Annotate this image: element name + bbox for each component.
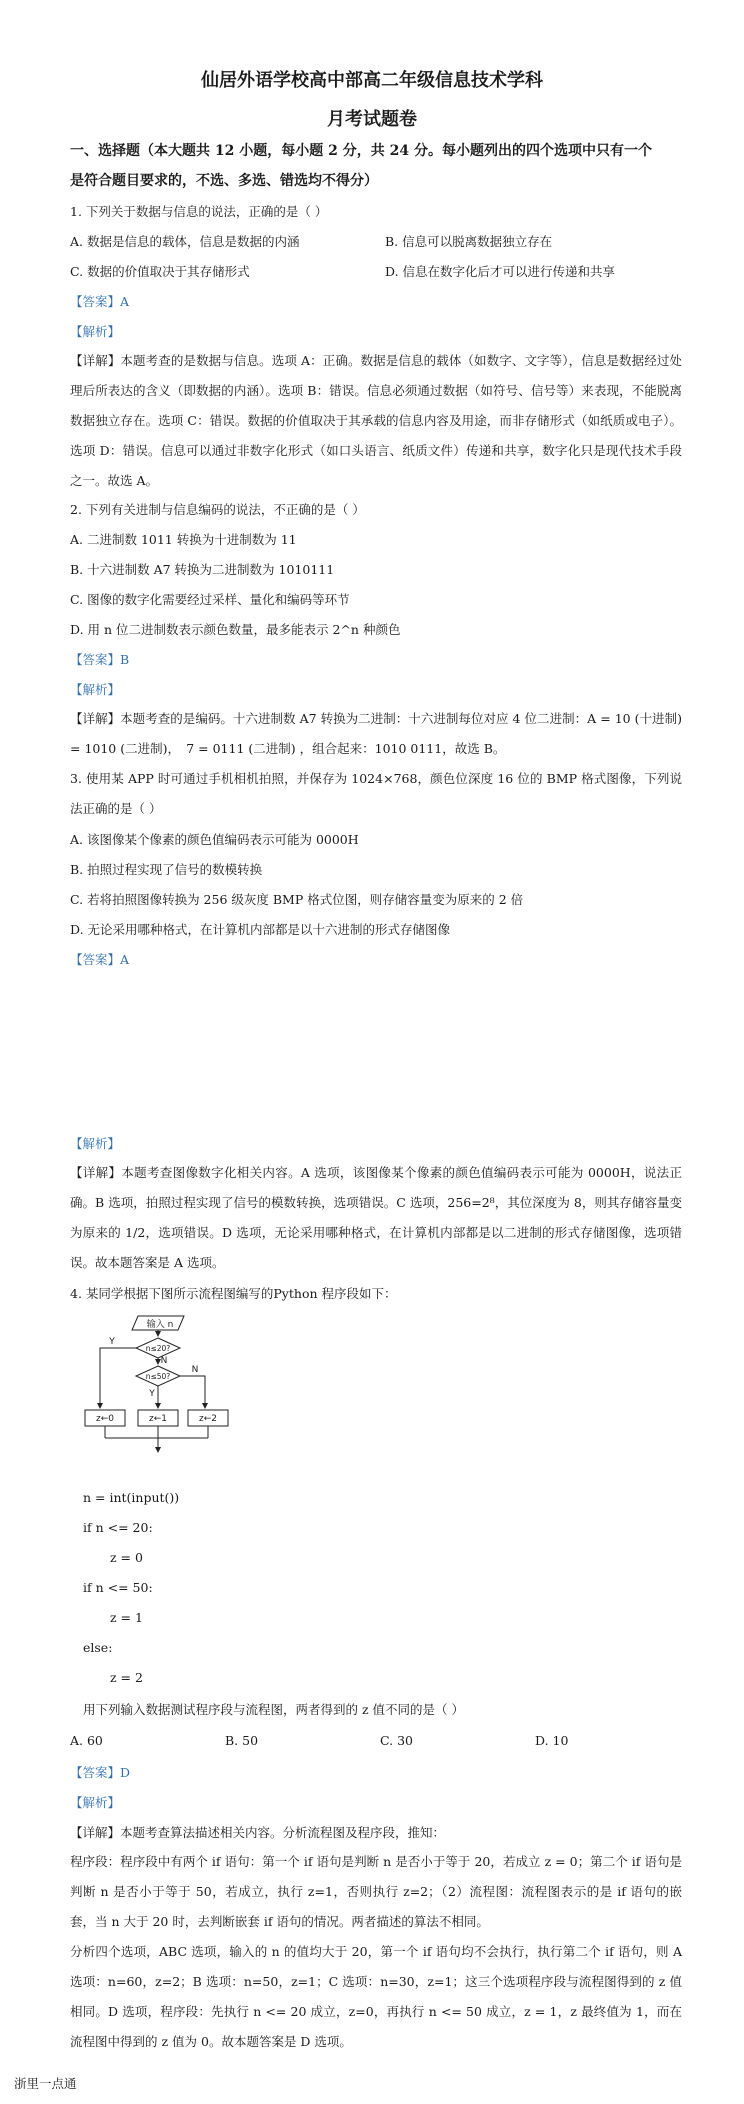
page-title: 仙居外语学校高中部高二年级信息技术学科 [201,70,543,91]
q3-stem: 3. 使用某 APP 时可通过手机相机拍照，并保存为 1024×768，颜色位深度 16 位的 BMP 格式图像，下列说法正确的是（ ） [70,771,682,816]
q1-answer: 【答案】A [70,294,130,309]
q3-option-c: C. 若将拍照图像转换为 256 级灰度 BMP 格式位图，则存储容量变为原来的 2 倍 [70,892,524,907]
code-line-7: z = 2 [110,1670,143,1685]
q2-answer: 【答案】B [70,652,130,667]
code-line-6: else: [83,1640,113,1655]
flowchart-box0-label: z←0 [96,1414,114,1424]
q1-option-b: B. 信息可以脱离数据独立存在 [385,234,553,249]
footer-brand: 浙里一点通 [14,2076,77,2091]
q4-prompt: 用下列输入数据测试程序段与流程图，两者得到的 z 值不同的是（ ） [83,1702,465,1717]
q1-stem: 1. 下列关于数据与信息的说法，正确的是（ ） [70,204,328,219]
q2-option-b: B. 十六进制数 A7 转换为二进制数为 1010111 [70,562,335,577]
q4-detail-intro: 【详解】本题考查算法描述相关内容。分析流程图及程序段，推知： [70,1825,446,1840]
q2-option-d: D. 用 n 位二进制数表示颜色数量，最多能表示 2^n 种颜色 [70,622,401,637]
q4-option-d: D. 10 [535,1733,569,1748]
q3-analysis-label: 【解析】 [70,1136,121,1151]
flowchart [80,1308,270,1468]
section-heading-line1: 一、选择题（本大题共 12 小题，每小题 2 分，共 24 分。每小题列出的四个选项中只有一个 [70,143,652,159]
code-line-2: if n <= 20: [83,1520,153,1535]
q3-answer: 【答案】A [70,952,130,967]
q3-option-b: B. 拍照过程实现了信号的数模转换 [70,862,263,877]
q3-option-a: A. 该图像某个像素的颜色值编码表示可能为 0000H [70,832,359,847]
q2-option-c: C. 图像的数字化需要经过采样、量化和编码等环节 [70,592,350,607]
q1-option-a: A. 数据是信息的载体，信息是数据的内涵 [70,234,300,249]
code-line-5: z = 1 [110,1610,143,1625]
q3-detail: 【详解】本题考查图像数字化相关内容。A 选项，该图像某个像素的颜色值编码表示可能为 0000H，说法正确。B 选项，拍照过程实现了信号的模数转换，选项错误。C 选项，256=2⁸，其位深度为 8，则其存储容量变为原来的 1/2，选项错误。D 选项，无论采用哪种格式，在计算机内部都是以二进制的形式存储图像，选项错误。故本题答案是 A 选项。 [70,1165,682,1270]
q2-analysis-label: 【解析】 [70,682,121,697]
code-line-1: n = int(input()) [83,1490,180,1505]
q4-detail-options: 分析四个选项，ABC 选项，输入的 n 的值均大于 20，第一个 if 语句均不会执行，执行第二个 if 语句，则 A 选项：n=60，z=2；B 选项：n=50，z=1；C 选项：n=30，z=1；这三个选项程序段与流程图得到的 z 值相同。D 选项，程序段：先执行 n <= 20 成立，z=0，再执行 n <= 50 成立，z = 1，z 最终值为 1，而在流程图中得到的 z 值为 0。故本题答案是 D 选项。 [70,1944,682,2049]
q4-stem: 4. 某同学根据下图所示流程图编写的Python 程序段如下： [70,1286,397,1301]
q2-stem: 2. 下列有关进制与信息编码的说法，不正确的是（ ） [70,502,365,517]
flowchart-box1-label: z←1 [149,1414,167,1424]
flowchart-cond1-no-label: N [160,1356,168,1366]
q4-option-a: A. 60 [70,1733,103,1748]
q4-option-b: B. 50 [225,1733,259,1748]
q1-option-d: D. 信息在数字化后才可以进行传递和共享 [385,264,616,279]
section-heading-line2: 是符合题目要求的，不选、多选、错选均不得分） [70,173,378,189]
q1-option-c: C. 数据的价值取决于其存储形式 [70,264,250,279]
code-line-3: z = 0 [110,1550,143,1565]
q4-detail-program: 程序段：程序段中有两个 if 语句：第一个 if 语句是判断 n 是否小于等于 20，若成立 z = 0；第二个 if 语句是判断 n 是否小于等于 50，若成立，执行 z=1，否则执行 z=2；（2）流程图：流程图表示的是 if 语句的嵌套，当 n 大于 20 时，去判断嵌套 if 语句的情况。两者描述的算法不相同。 [70,1854,682,1929]
code-line-4: if n <= 50: [83,1580,153,1595]
page-subtitle: 月考试题卷 [327,109,417,130]
q4-analysis-label: 【解析】 [70,1795,121,1810]
flowchart-cond2-no-label: N [191,1365,199,1375]
q1-detail: 【详解】本题考查的是数据与信息。选项 A：正确。数据是信息的载体（如数字、文字等），信息是数据经过处理后所表达的含义（即数据的内涵）。选项 B：错误。信息必须通过数据（如符号、信号等）来表现，不能脱离数据独立存在。选项 C：错误。数据的价值取决于其承载的信息内容及用途，而非存储形式（如纸质或电子）。选项 D：错误。信息可以通过非数字化形式（如口头语言、纸质文件）传递和共享，数字化只是现代技术手段之一。故选 A。 [70,353,682,488]
flowchart-cond2-label: n≤50? [145,1372,171,1381]
flowchart-cond1-yes-label: Y [109,1337,115,1347]
flowchart-cond1-label: n≤20? [145,1344,171,1353]
flowchart-input-label: 输入 n [146,1320,174,1330]
q2-detail: 【详解】本题考查的是编码。十六进制数 A7 转换为二进制：十六进制每位对应 4 位二进制：A = 10 (十进制) = 1010 (二进制)， 7 = 0111 (二进制) ，组合起来：1010 0111，故选 B。 [70,711,682,756]
q3-option-d: D. 无论采用哪种格式，在计算机内部都是以十六进制的形式存储图像 [70,922,451,937]
flowchart-cond2-yes-label: Y [149,1389,155,1399]
q4-answer: 【答案】D [70,1765,131,1780]
flowchart-box2-label: z←2 [199,1414,217,1424]
q2-option-a: A. 二进制数 1011 转换为十进制数为 11 [70,532,297,547]
q4-option-c: C. 30 [380,1733,413,1748]
q1-analysis-label: 【解析】 [70,324,121,339]
